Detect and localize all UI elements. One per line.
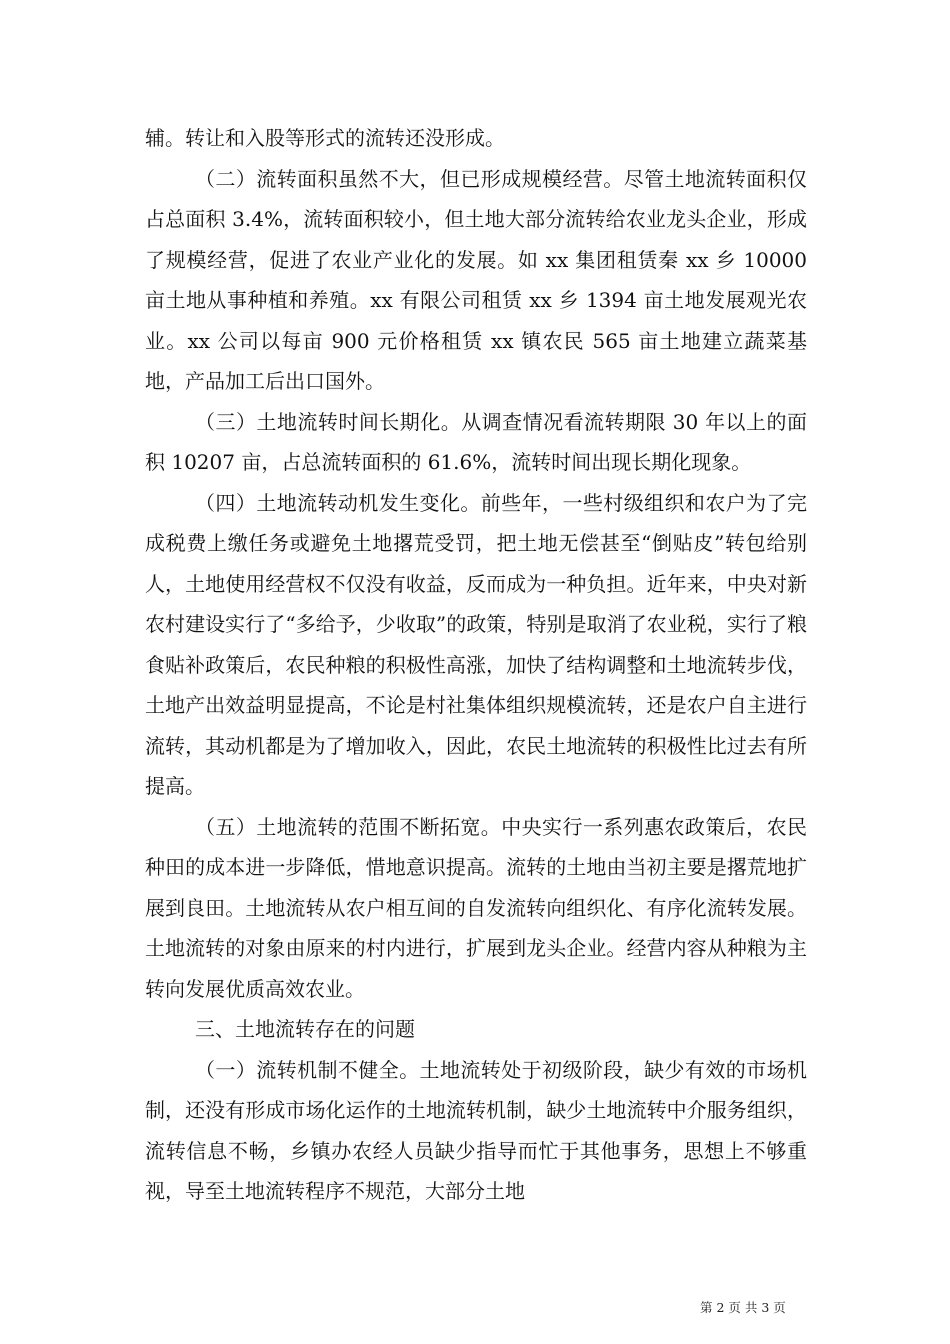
paragraph-section-4: （四）土地流转动机发生变化。前些年，一些村级组织和农户为了完成税费上缴任务或避免土地撂荒受罚，把土地无偿甚至“倒贴皮”转包给别人，土地使用经营权不仅没有收益，反而成为一种负担。近年来，中央对新农村建设实行了“多给予，少收取”的政策，特别是取消了农业税，实行了粮食贴补政策后，农民种粮的积极性高涨，加快了结构调整和土地流转步伐，土地产出效益明显提高，不论是村社集体组织规模流转，还是农户自主进行流转，其动机都是为了增加收入，因此，农民土地流转的积极性比过去有所提高。 bbox=[145, 490, 807, 798]
paragraph-continuation: 辅。转让和入股等形式的流转还没形成。 bbox=[145, 126, 505, 150]
paragraph-problem-1: （一）流转机制不健全。土地流转处于初级阶段，缺少有效的市场机制，还没有形成市场化运作的土地流转机制，缺少土地流转中介服务组织，流转信息不畅，乡镇办农经人员缺少指导而忙于其他事务，思想上不够重视，导至土地流转程序不规范，大部分土地 bbox=[145, 1057, 807, 1203]
paragraph-section-2: （二）流转面积虽然不大，但已形成规模经营。尽管土地流转面积仅占总面积 3.4%，流转面积较小，但土地大部分流转给农业龙头企业，形成了规模经营，促进了农业产业化的发展。如 xx 集团租赁秦 xx 乡 10000 亩土地从事种植和养殖。xx 有限公司租赁 xx 乡 1394 亩土地发展观光农业。xx 公司以每亩 900 元价格租赁 xx 镇农民 565 亩土地建立蔬菜基地，产品加工后出口国外。 bbox=[145, 166, 807, 393]
heading-problems: 三、土地流转存在的问题 bbox=[195, 1017, 415, 1041]
paragraph-section-3: （三）土地流转时间长期化。从调查情况看流转期限 30 年以上的面积 10207 亩，占总流转面积的 61.6%，流转时间出现长期化现象。 bbox=[145, 409, 807, 474]
page-number: 第 2 页 共 3 页 bbox=[700, 1300, 786, 1315]
paragraph-section-5: （五）土地流转的范围不断拓宽。中央实行一系列惠农政策后，农民种田的成本进一步降低，惜地意识提高。流转的土地由当初主要是撂荒地扩展到良田。土地流转从农户相互间的自发流转向组织化、有序化流转发展。土地流转的对象由原来的村内进行，扩展到龙头企业。经营内容从种粮为主转向发展优质高效农业。 bbox=[145, 814, 807, 1001]
document-body bbox=[145, 118, 807, 1212]
